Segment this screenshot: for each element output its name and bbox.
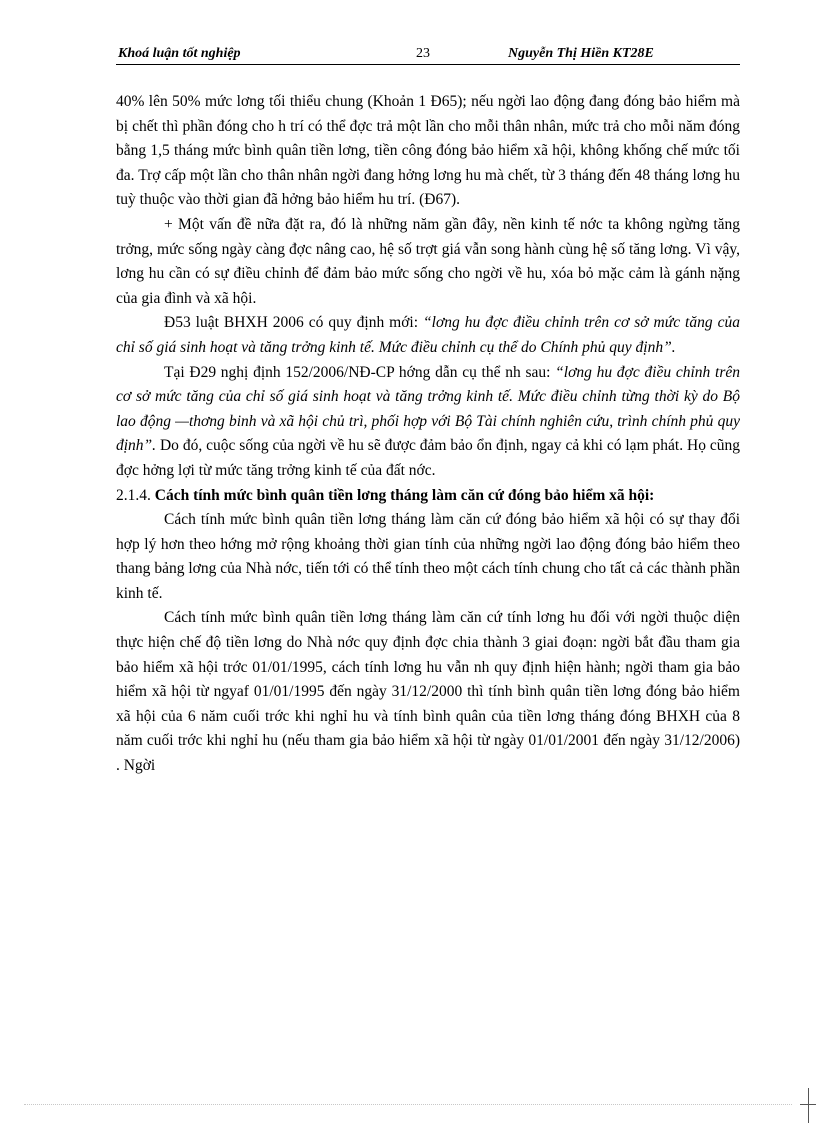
paragraph-calculation-change: Cách tính mức bình quân tiền lơng tháng làm căn cứ đóng bảo hiểm xã hội có sự thay đổi hợp lý hơn theo hớng mở rộng khoảng thời gian tính của những ngời lao động đóng bảo hiểm theo thang bảng lơng của Nhà nớc, tiến tới có thể tính theo một cách tính chung cho tất cả các thành phần kinh tế. (116, 511, 740, 602)
article-29-tail: Do đó, cuộc sống của ngời về hu sẽ được đảm bảo ổn định, ngay cả khi có lạm phát. Họ cũng đợc hởng lợi từ mức tăng trởng kinh tế của đất nớc. (116, 437, 740, 479)
page-body (116, 90, 740, 779)
section-number: 2.1.4. (116, 486, 155, 504)
article-29-quote: “lơng hu đợc điều chỉnh trên cơ sở mức tăng của chỉ số giá sinh hoạt và tăng trởng kinh tế. Mức điều chỉnh từng thời kỳ do Bộ lao động —thơng binh và xã hội chủ trì, phối hợp với Bộ Tài chính nghiên cứu, trình chính phủ quy định”. (116, 363, 740, 455)
header-thesis-title: Khoá luận tốt nghiệp (118, 46, 241, 61)
crop-mark-vertical (808, 1088, 809, 1123)
section-title: Cách tính mức bình quân tiền lơng tháng làm căn cứ đóng bảo hiểm xã hội: (154, 486, 655, 504)
section-heading (116, 484, 740, 509)
paragraph-article-53 (116, 311, 740, 360)
article-29-lead: Tại Đ29 nghị định 152/2006/NĐ-CP hớng dẫn cụ thể nh sau: (164, 363, 556, 381)
paragraph-continuation: 40% lên 50% mức lơng tối thiểu chung (Khoản 1 Đ65); nếu ngời lao động đang đóng bảo hiểm mà bị chết thì phần đóng cho h trí có thể đợc trả một lần cho mỗi thân nhân, mức trả cho mỗi năm đóng bằng 1,5 tháng mức bình quân tiền lơng, tiền công đóng bảo hiểm xã hội, không khống chế mức tối đa. Trợ cấp một lần cho thân nhân ngời đang hởng lơng hu mà chết, từ 3 tháng đến 48 tháng lơng hu tuỳ thuộc vào thời gian đã hởng bảo hiểm hu trí. (Đ67). (116, 93, 740, 209)
crop-mark-horizontal (800, 1104, 816, 1105)
page-header (116, 44, 740, 65)
page-bottom-border (24, 1104, 792, 1105)
page-number: 23 (416, 46, 430, 61)
header-author: Nguyễn Thị Hiền KT28E (508, 46, 654, 61)
article-53-lead: Đ53 luật BHXH 2006 có quy định mới: (164, 314, 424, 332)
article-53-quote: “lơng hu đợc điều chỉnh trên cơ sở mức tăng của chỉ số giá sinh hoạt và tăng trởng kinh tế. Mức điều chỉnh cụ thể do Chính phủ quy định”. (116, 314, 740, 356)
paragraph-calculation-stages: Cách tính mức bình quân tiền lơng tháng làm căn cứ tính lơng hu đối với ngời thuộc diện thực hiện chế độ tiền lơng do Nhà nớc quy định đợc chia thành 3 giai đoạn: ngời bắt đầu tham gia bảo hiểm xã hội trớc 01/01/1995, cách tính lơng hu vẫn nh quy định hiện hành; ngời tham gia bảo hiểm xã hội từ ngyaf 01/01/1995 đến ngày 31/12/2000 thì tính bình quân tiền lơng đóng bảo hiểm xã hội của 6 năm cuối trớc khi nghỉ hu và tính bình quân của tiền lơng tháng đóng BHXH của 8 năm cuối trớc khi nghỉ hu (nếu tham gia bảo hiểm xã hội từ ngày 01/01/2001 đến ngày 31/12/2006) . Ngời (116, 609, 740, 775)
paragraph-article-29 (116, 361, 740, 484)
paragraph-inflation-issue: + Một vấn đề nữa đặt ra, đó là những năm gần đây, nền kinh tế nớc ta không ngừng tăng trởng, mức sống ngày càng đợc nâng cao, hệ số trợt giá vẫn song hành cùng hệ số tăng lơng. Vì vậy, lơng hu cần có sự điều chỉnh để đảm bảo mức sống cho ngời về hu, xóa bỏ mặc cảm là gánh nặng của gia đình và xã hội. (116, 215, 740, 307)
